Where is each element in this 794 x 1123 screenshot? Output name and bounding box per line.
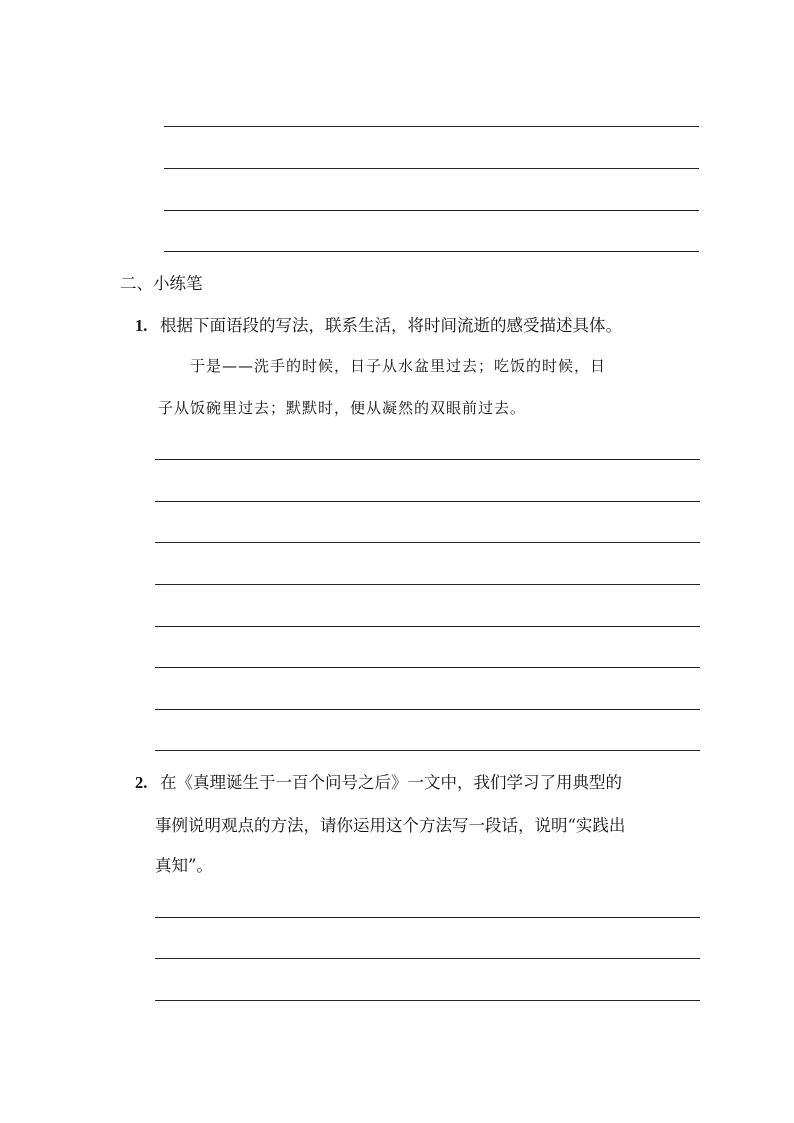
answer-line[interactable] [155, 709, 700, 710]
quote-line: 于是——洗手的时候，日子从水盆里过去；吃饭的时候，日 [190, 357, 607, 375]
question-prompt: 根据下面语段的写法，联系生活，将时间流逝的感受描述具体。 [160, 316, 622, 335]
quote-line: 子从饭碗里过去；默默时，便从凝然的双眼前过去。 [158, 399, 527, 417]
answer-line[interactable] [164, 210, 699, 211]
answer-line[interactable] [164, 126, 699, 127]
answer-line[interactable] [155, 584, 700, 585]
question-number: 1. [135, 316, 148, 335]
answer-line[interactable] [155, 750, 700, 751]
answer-line[interactable] [155, 917, 700, 918]
question-prompt-line: 在《真理诞生于一百个问号之后》一文中，我们学习了用典型的 [160, 773, 622, 792]
answer-line[interactable] [155, 626, 700, 627]
answer-line[interactable] [155, 501, 700, 502]
section-title: 二、小练笔 [120, 274, 203, 293]
question-prompt-line: 真知”。 [155, 856, 213, 875]
answer-line[interactable] [155, 542, 700, 543]
answer-line[interactable] [164, 251, 699, 252]
question-number: 2. [135, 773, 148, 792]
answer-line[interactable] [155, 459, 700, 460]
answer-line[interactable] [164, 168, 699, 169]
answer-line[interactable] [155, 1000, 700, 1001]
answer-line[interactable] [155, 667, 700, 668]
question-prompt-line: 事例说明观点的方法，请你运用这个方法写一段话，说明“实践出 [155, 816, 626, 835]
answer-line[interactable] [155, 958, 700, 959]
